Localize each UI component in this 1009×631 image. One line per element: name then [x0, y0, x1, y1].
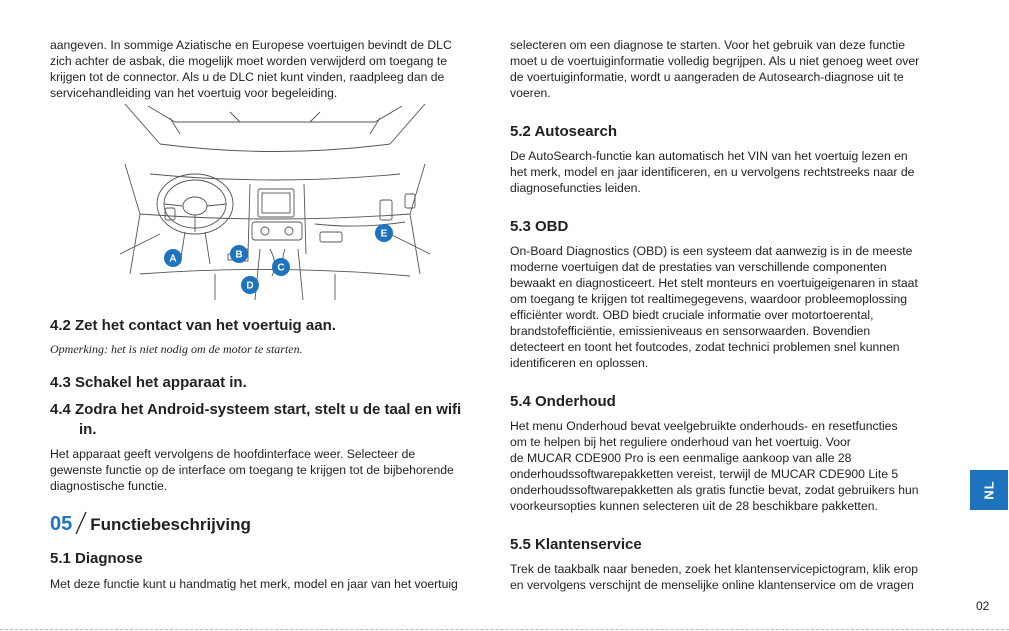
- paragraph-line: detecteert en toont het foutcodes, zodat technici problemen snel kunnen: [510, 340, 900, 354]
- callout-d: D: [246, 280, 254, 292]
- paragraph-line: gewenste functie op de interface om toegang te krijgen tot de bijbehorende: [50, 463, 454, 477]
- paragraph-line: diagnostische functie.: [50, 479, 168, 493]
- paragraph-line: identificeren en oplossen.: [510, 356, 649, 370]
- intro-line: de voertuiginformatie, wordt u aangeraden de Autosearch-diagnose uit te: [510, 70, 904, 84]
- paragraph-line: diagnosefuncties leiden.: [510, 181, 641, 195]
- heading-5-1: 5.1 Diagnose: [50, 550, 143, 567]
- callout-b: B: [235, 249, 243, 261]
- paragraph-line: brandstofefficiëntie, emissieniveaus en sensorwaarden. Bovendien: [510, 324, 871, 338]
- intro-line: moet u de voertuiginformatie volledig begrijpen. Als u niet genoeg weet over: [510, 54, 920, 68]
- intro-line: aangeven. In sommige Aziatische en Europese voertuigen bevindt de DLC: [50, 38, 452, 52]
- paragraph-line: om toegang te krijgen tot realtimegegevens, waardoor probleemoplossing: [510, 292, 908, 306]
- intro-line: zich achter de asbak, die mogelijk moet worden verwijderd om toegang te: [50, 54, 447, 68]
- paragraph-line: onderhoudssoftwarepakketten als gratis functie bevat, zodat gebruikers hun: [510, 483, 919, 497]
- paragraph-line: Het apparaat geeft vervolgens de hoofdinterface weer. Selecteer de: [50, 447, 416, 461]
- page-number: 02: [976, 599, 990, 613]
- language-tab-label: NL: [981, 480, 997, 500]
- paragraph-line: On-Board Diagnostics (OBD) is een systeem dat aanwezig is in de meeste: [510, 244, 913, 258]
- paragraph-line: onderhoudssoftwarepakketten vereist, terwijl de MUCAR CDE900 Lite 5: [510, 467, 899, 481]
- chapter-number: 05: [50, 513, 73, 535]
- paragraph-line: Met deze functie kunt u handmatig het merk, model en jaar van het voertuig: [50, 577, 458, 591]
- heading-4-4: 4.4 Zodra het Android-systeem start, stelt u de taal en wifi: [50, 401, 462, 418]
- heading-4-3: 4.3 Schakel het apparaat in.: [50, 374, 247, 391]
- paragraph-line: voorkeursopties kunnen selecteren uit de 28 beschikbare pakketten.: [510, 499, 878, 513]
- note-text: Opmerking: het is niet nodig om de motor te starten.: [50, 342, 303, 356]
- paragraph-line: en vervolgens verschijnt de menselijke online klantenservice om de vragen: [510, 578, 914, 592]
- footer-divider: [0, 629, 1009, 630]
- callout-a: A: [169, 253, 177, 265]
- heading-4-2: 4.2 Zet het contact van het voertuig aan.: [50, 317, 336, 334]
- intro-line: selecteren om een diagnose te starten. Voor het gebruik van deze functie: [510, 38, 905, 52]
- paragraph-line: efficiënter wordt. OBD biedt cruciale informatie over motortoerental,: [510, 308, 874, 322]
- heading-5-5: 5.5 Klantenservice: [510, 536, 642, 553]
- paragraph-line: De AutoSearch-functie kan automatisch het VIN van het voertuig lezen en: [510, 149, 908, 163]
- paragraph-line: om te helpen bij het reguliere onderhoud van het voertuig. Voor: [510, 435, 851, 449]
- heading-5-4: 5.4 Onderhoud: [510, 393, 616, 410]
- chapter-heading: [50, 510, 251, 536]
- dashboard-illustration: [120, 104, 430, 300]
- paragraph-line: het merk, model en jaar identificeren, en u vervolgens rechtstreeks naar de: [510, 165, 915, 179]
- paragraph-line: Het menu Onderhoud bevat veelgebruikte onderhouds- en resetfuncties: [510, 419, 898, 433]
- chapter-title: Functiebeschrijving: [90, 515, 251, 534]
- paragraph-line: moderne voertuigen dat de prestaties van verschillende componenten: [510, 260, 887, 274]
- intro-line: voeren.: [510, 86, 551, 100]
- callout-e: E: [380, 228, 388, 240]
- language-tab: [970, 470, 1008, 510]
- heading-5-2: 5.2 Autosearch: [510, 123, 617, 140]
- heading-5-3: 5.3 OBD: [510, 218, 569, 235]
- intro-line: krijgen tot de connector. Als u de DLC niet kunt vinden, raadpleeg dan de: [50, 70, 445, 84]
- paragraph-line: Trek de taakbalk naar beneden, zoek het klantenservicepictogram, klik erop: [510, 562, 919, 576]
- callout-labels: [164, 224, 393, 294]
- paragraph-line: bewaakt en diagnosticeert. Het stelt monteurs en voertuigeigenaren in staat: [510, 276, 918, 290]
- paragraph-line: de MUCAR CDE900 Pro is een eenmalige aankoop van alle 28: [510, 451, 852, 465]
- slash-divider-icon: [72, 510, 90, 536]
- callout-c: C: [277, 262, 285, 274]
- heading-4-4-cont: in.: [79, 421, 97, 438]
- intro-line: servicehandleiding van het voertuig voor begeleiding.: [50, 86, 338, 100]
